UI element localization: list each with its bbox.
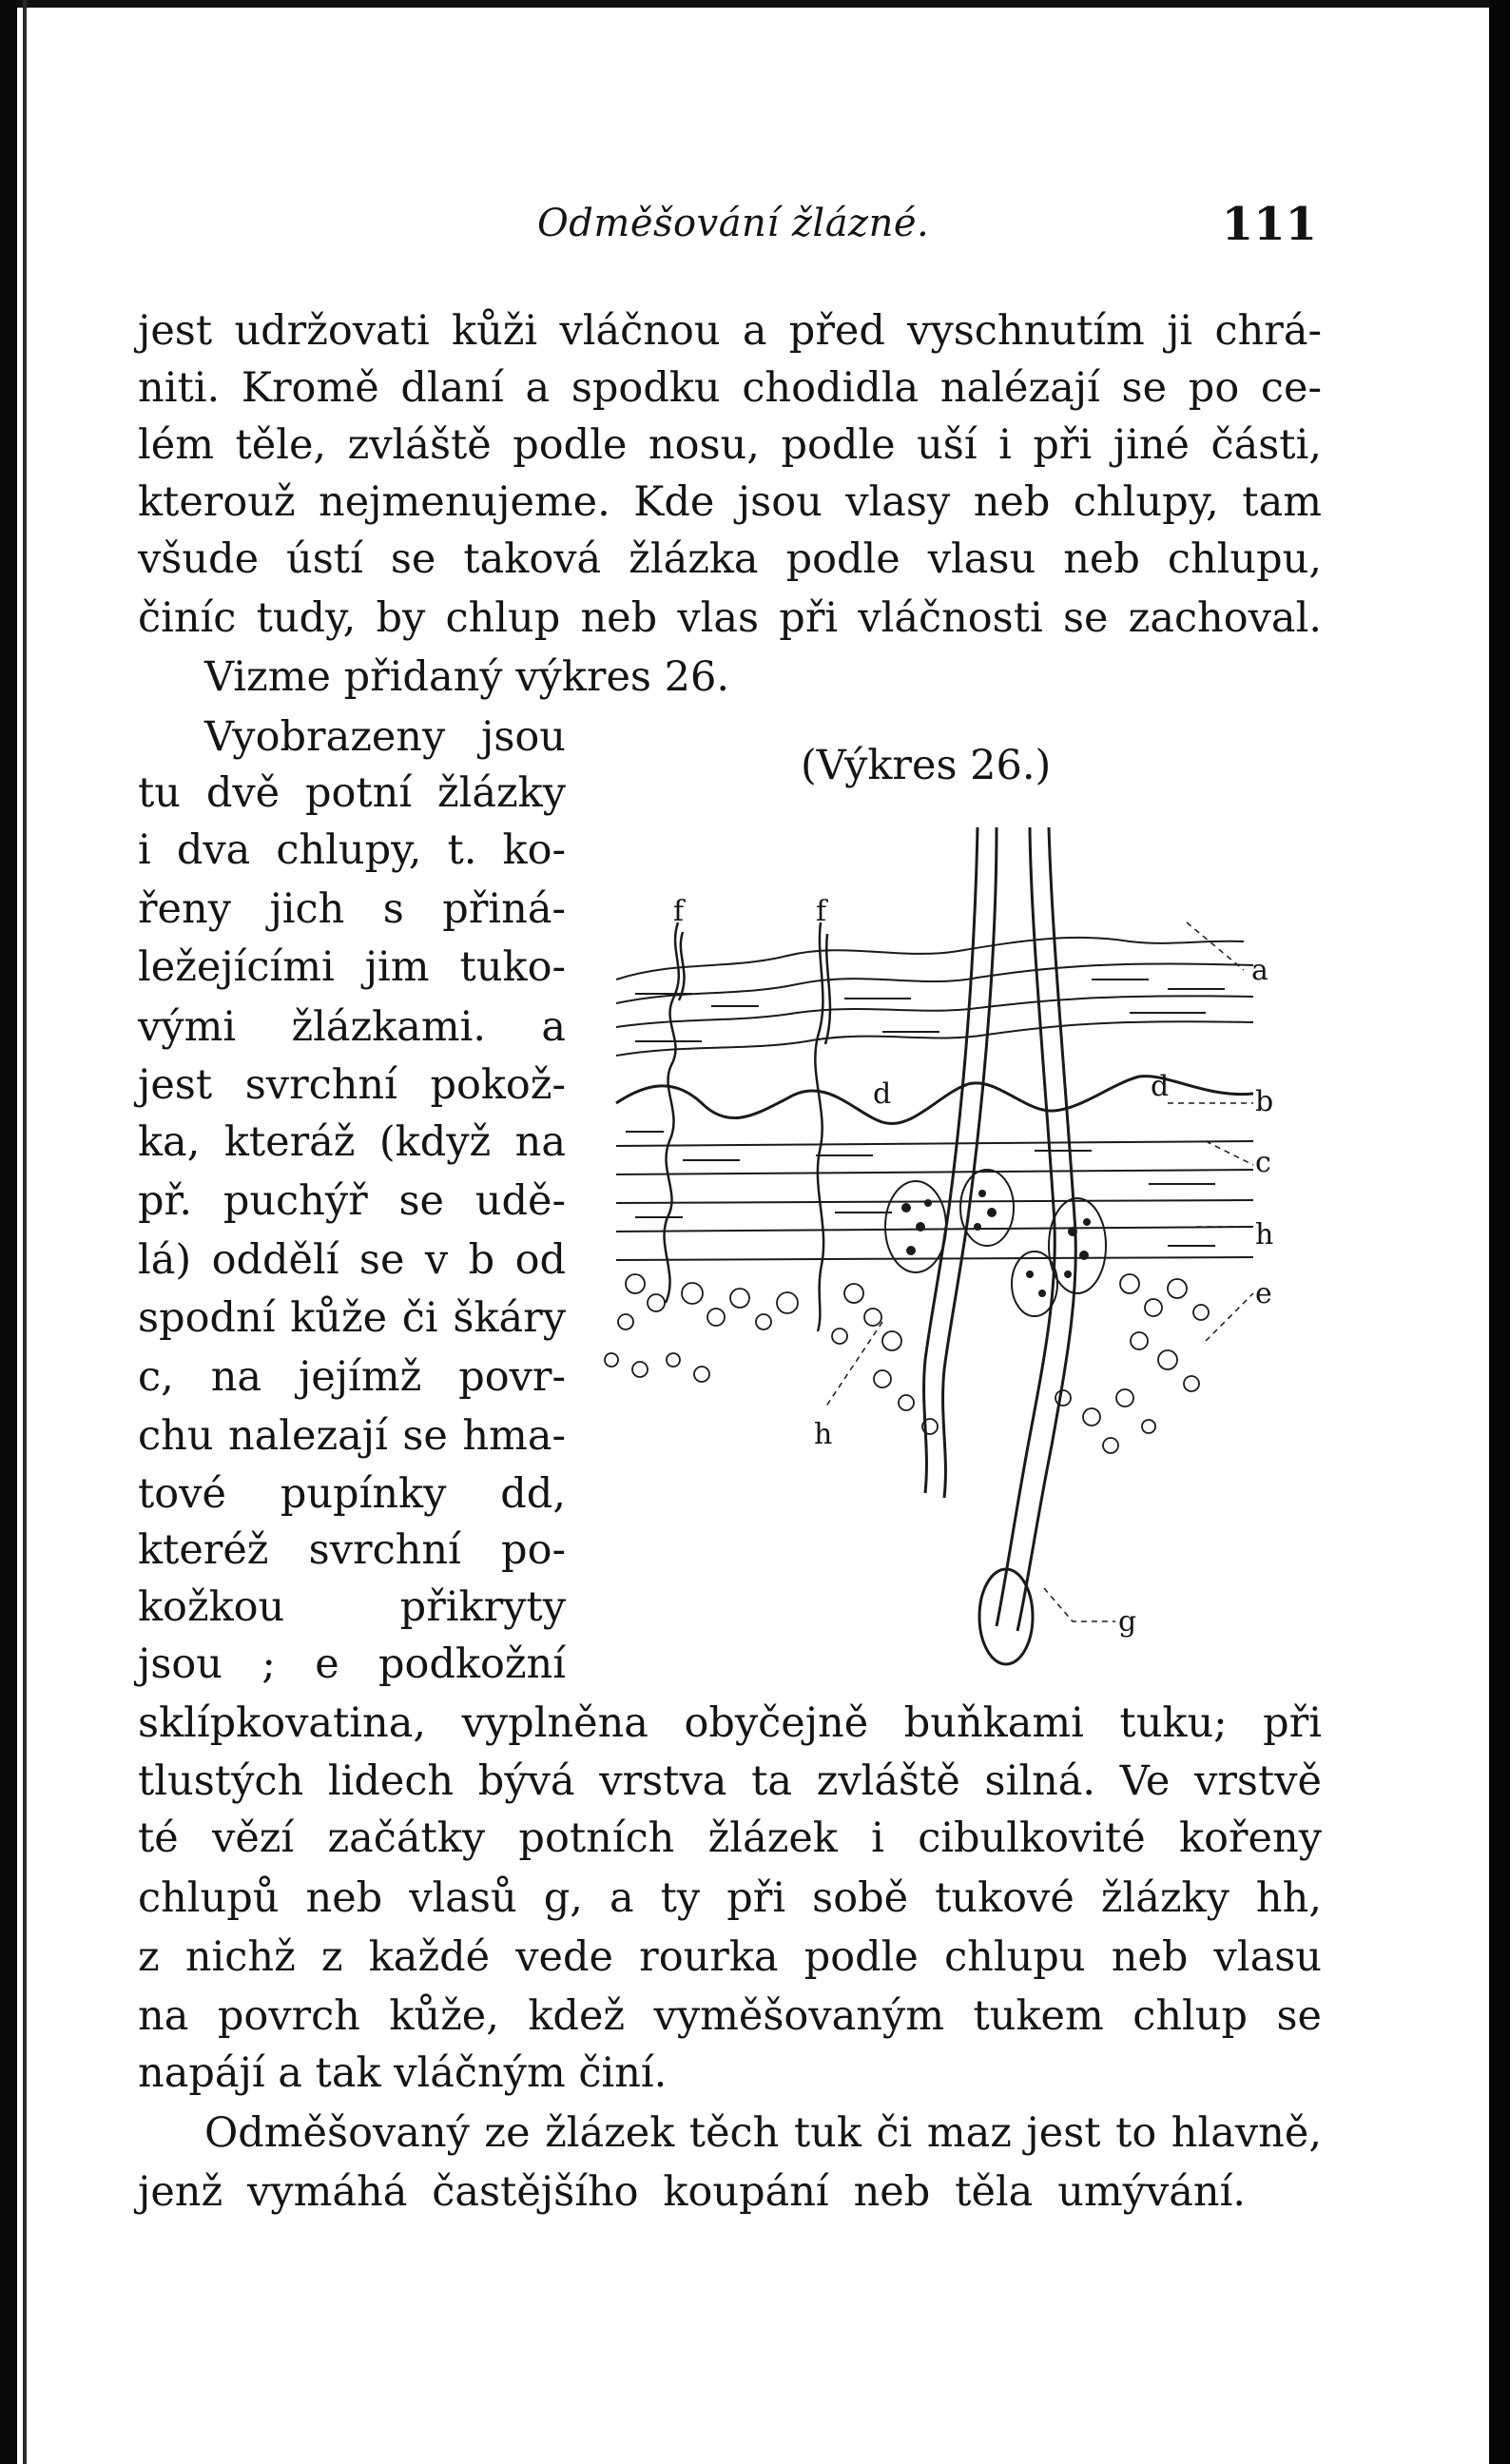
text-line: na povrch kůže, kdež vyměšovaným tukem chlup se — [138, 1992, 1322, 2040]
text-line-narrow: př. puchýř se udě- — [138, 1177, 566, 1225]
leader-c — [1206, 1141, 1253, 1165]
text-line-narrow: ka, kteráž (když na — [138, 1118, 566, 1166]
text-line: činíc tudy, by chlup neb vlas při vláčnosti se zachoval. — [138, 594, 1322, 642]
text-line-narrow: tové pupínky dd, — [138, 1470, 566, 1518]
text-line: Odměšovaný ze žlázek těch tuk či maz jest to hlavně, — [204, 2109, 1322, 2157]
text-line-narrow: řeny jich s přiná- — [138, 885, 566, 933]
text-line: napájí a tak vláčným činí. — [138, 2049, 668, 2097]
text-line-narrow: kožkou přikryty — [138, 1583, 566, 1631]
label-g: g — [1118, 1605, 1137, 1639]
label-b: b — [1255, 1085, 1274, 1118]
label-a: a — [1251, 954, 1268, 987]
leader-e — [1206, 1293, 1253, 1341]
skin-section-figure — [597, 827, 1310, 1683]
sweat-duct-left — [665, 922, 679, 1303]
text-line: tlustých lidech bývá vrstva ta zvláště silná. Ve vrstvě — [138, 1757, 1322, 1805]
running-head — [138, 198, 1317, 259]
hair-bulb — [979, 1569, 1033, 1664]
text-line: kterouž nejmenujeme. Kde jsou vlasy neb chlupy, tam — [138, 478, 1322, 526]
text-line-narrow: Vyobrazeny jsou — [204, 713, 566, 761]
label-h-right: h — [1255, 1218, 1274, 1251]
skin-section-drawing — [597, 827, 1310, 1683]
hair-left-outer — [924, 827, 978, 1493]
text-line: té vězí začátky potních žlázek i cibulkovité kořeny — [138, 1814, 1322, 1862]
text-line-narrow: i dva chlupy, t. ko- — [138, 826, 566, 874]
text-line: z nichž z každé vede rourka podle chlupu neb vlasu — [138, 1933, 1322, 1981]
text-line-narrow: c, na jejímž povr- — [138, 1353, 566, 1401]
text-line-narrow: jest svrchní pokož- — [138, 1061, 566, 1109]
sweat-duct-right — [815, 922, 823, 1331]
text-line: jenž vymáhá častějšího koupání neb těla umývání. — [138, 2168, 1246, 2216]
leader-g — [1044, 1588, 1115, 1621]
label-f-left: f — [673, 895, 685, 928]
text-line: niti. Kromě dlaní a spodku chodidla nalézají se po ce- — [138, 364, 1322, 412]
label-c: c — [1255, 1146, 1271, 1179]
running-title: Odměšování žlázné. — [537, 202, 930, 245]
text-line-narrow: ležejícími jim tuko- — [138, 943, 566, 991]
scan-border-left-inner — [23, 0, 27, 2464]
text-line: Vizme přidaný výkres 26. — [204, 653, 730, 701]
leader-a — [1187, 922, 1244, 970]
leader-h-left — [825, 1322, 882, 1407]
text-line-narrow: vými žlázkami. a — [138, 1003, 566, 1051]
text-line: chlupů neb vlasů g, a ty při sobě tukové žlázky hh, — [138, 1874, 1322, 1922]
text-line: sklípkovatina, vyplněna obyčejně buňkami tuku; při — [138, 1699, 1322, 1747]
text-line-narrow: lá) oddělí se v b od — [138, 1236, 566, 1284]
text-line-narrow: tu dvě potní žlázky — [138, 769, 566, 817]
text-line: všude ústí se taková žlázka podle vlasu neb chlupu, — [138, 535, 1322, 583]
scan-border-left — [0, 0, 17, 2464]
label-d-right: d — [1151, 1070, 1170, 1103]
text-line-narrow: spodní kůže či škáry — [138, 1294, 566, 1342]
scan-border-right — [1489, 0, 1510, 2464]
text-line-narrow: jsou ; e podkožní — [138, 1640, 566, 1688]
text-line-narrow: chu nalezají se hma- — [138, 1412, 566, 1460]
text-line: lém těle, zvláště podle nosu, podle uší i při jiné části, — [138, 421, 1322, 469]
label-h-left: h — [814, 1418, 833, 1451]
hair-right-outer — [997, 827, 1055, 1626]
text-line-narrow: kteréž svrchní po- — [138, 1526, 566, 1574]
label-f-right: f — [816, 895, 827, 928]
epidermis-surface-line — [616, 938, 1244, 980]
page-number: 111 — [1221, 198, 1317, 251]
scan-border-top — [0, 0, 1510, 8]
text-line: jest udržovati kůži vláčnou a před vyschnutím ji chrá- — [138, 307, 1322, 355]
label-d-left: d — [873, 1077, 892, 1111]
label-e: e — [1255, 1277, 1272, 1310]
figure-caption: (Výkres 26.) — [801, 742, 1052, 789]
